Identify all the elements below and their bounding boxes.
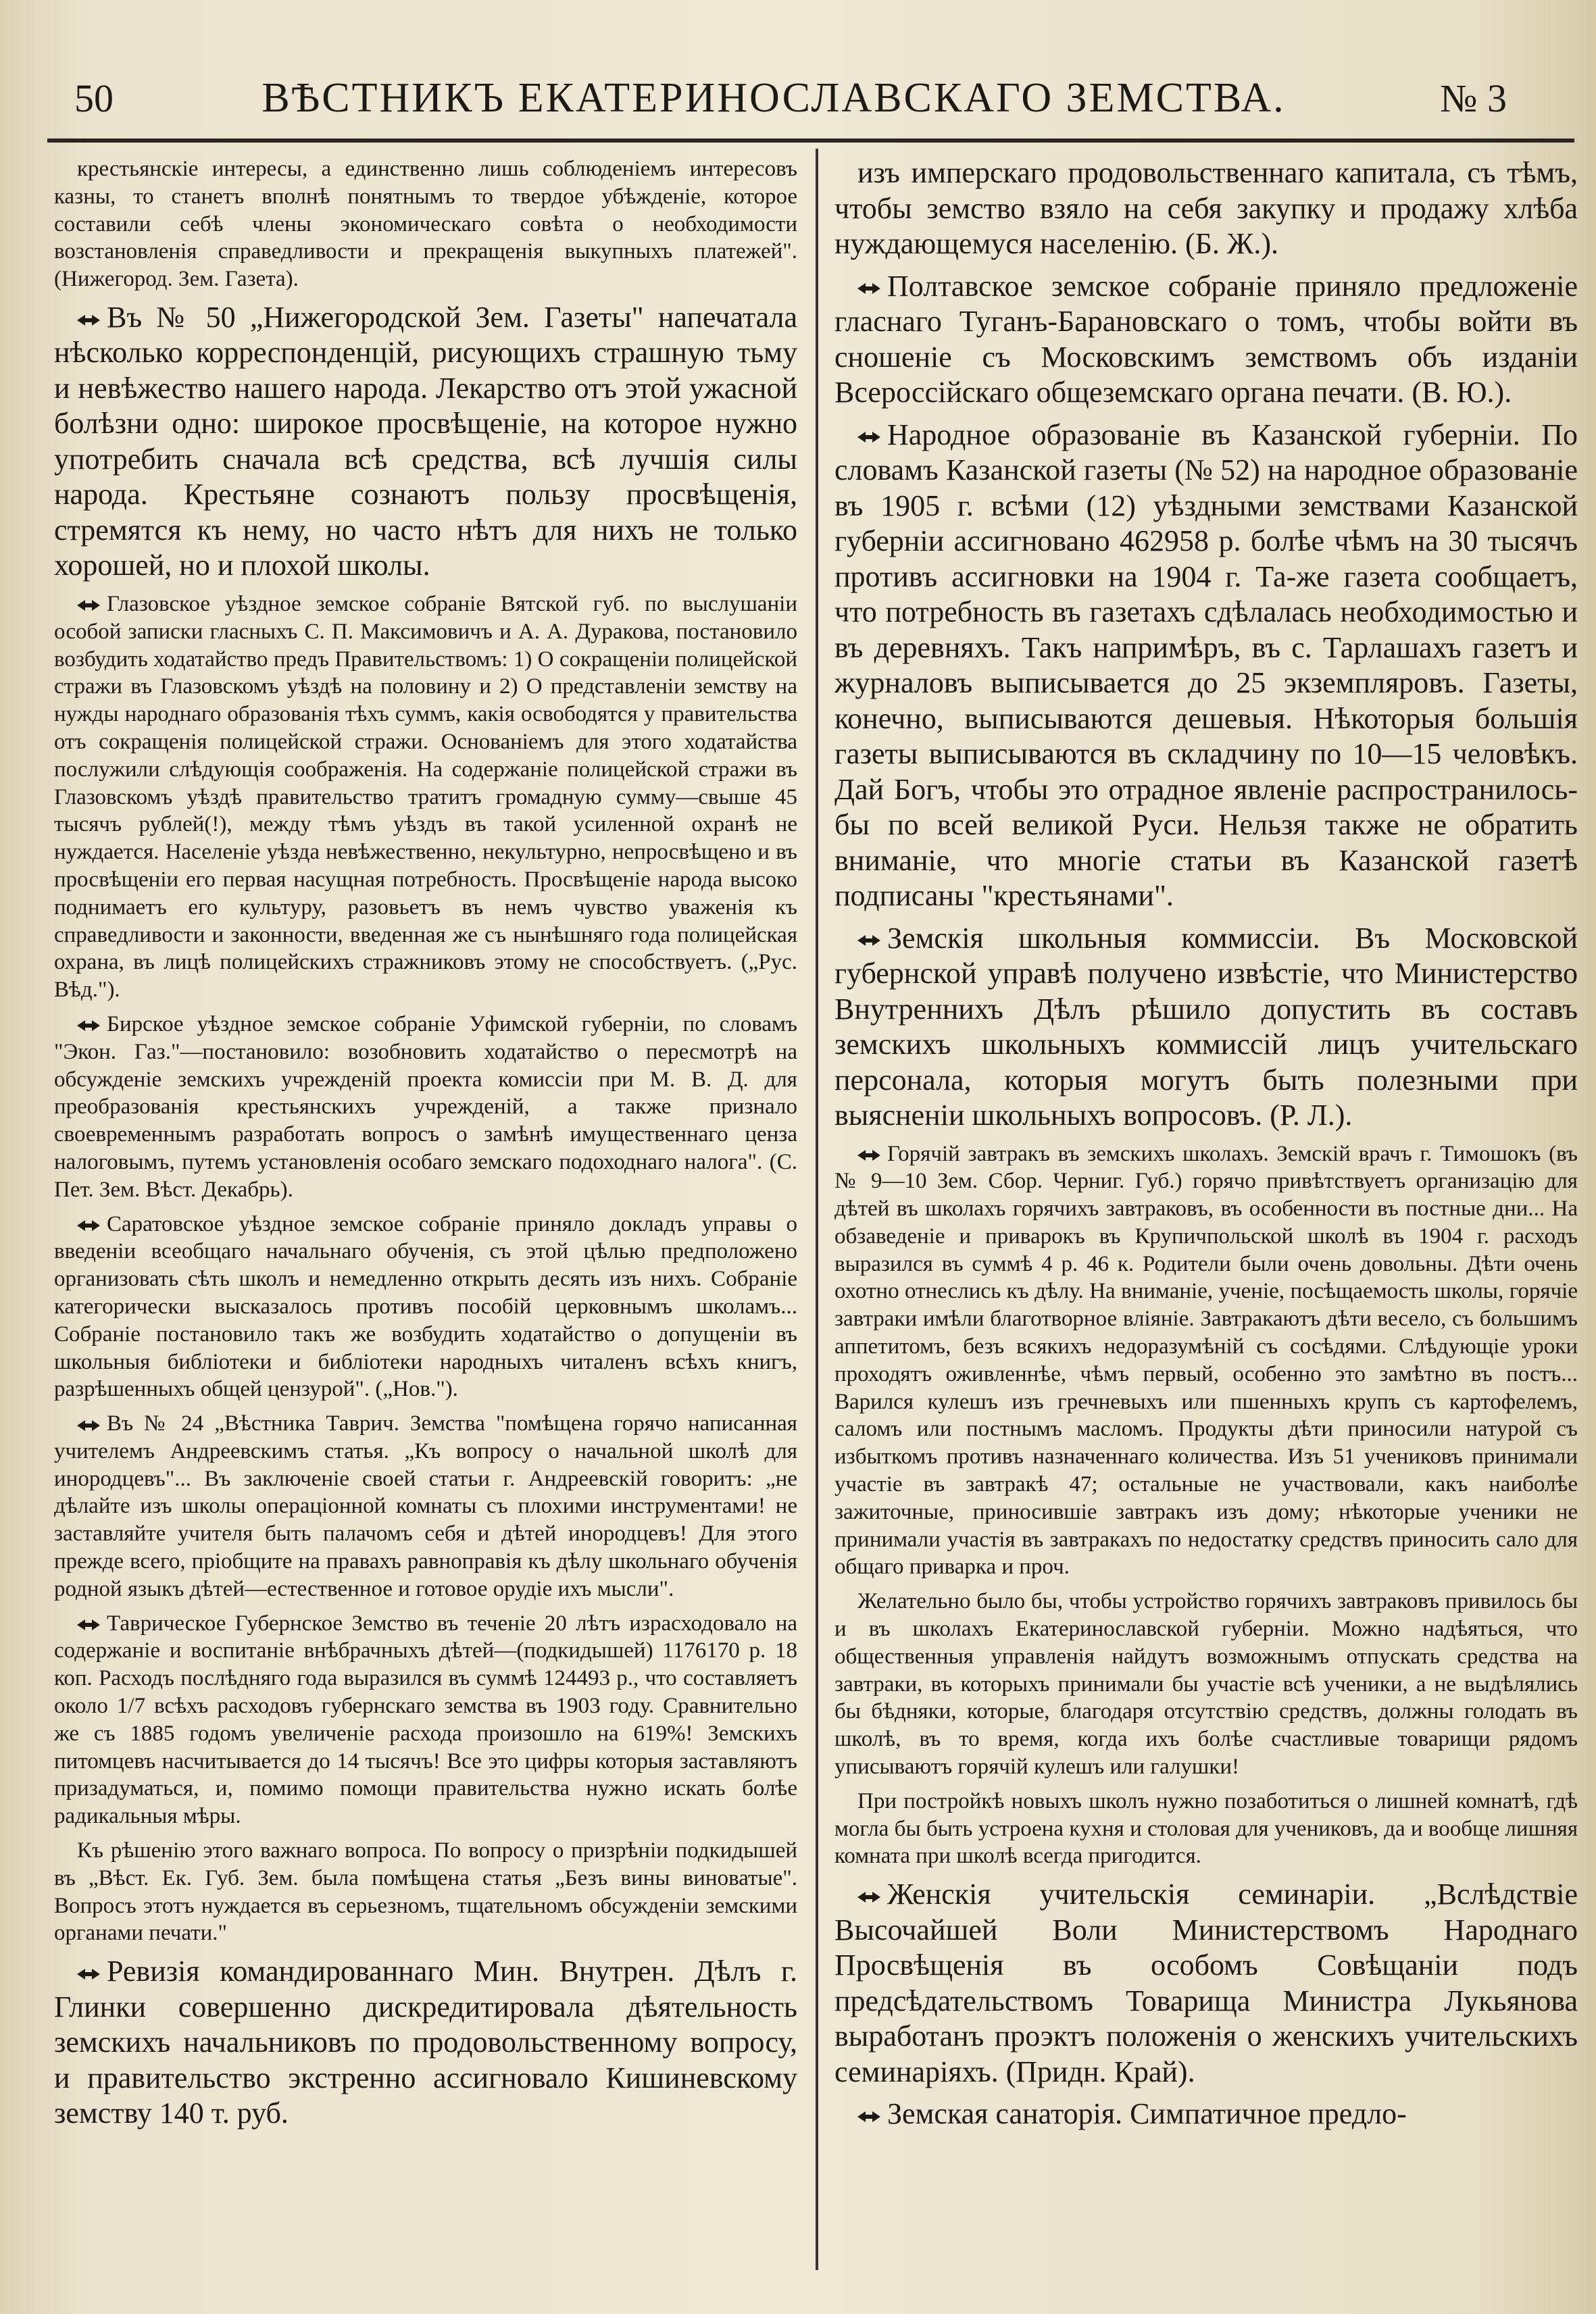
paragraph-text: Бирское уѣздное земское собраніе Уфимской губерніи, по словамъ "Экон. Газ."—постановило: возобновить ходатайство о пересмотрѣ на обсужденіе земскихъ учрежденій проекта комиссіи при М. В. Д. для преобразованія крестьянскихъ учрежденій, а также признало своевременнымъ разработать вопросъ о замѣнѣ имущественнаго ценза налоговымъ, путемъ установленія особаго земскаго подоходнаго налога". (С. Пет. Зем. Вѣст. Декабрь). <box>54 1011 797 1202</box>
section-bullet-icon <box>857 1150 880 1161</box>
paragraph-text: Къ рѣшенію этого важнаго вопроса. По вопросу о призрѣніи подкидышей въ „Вѣст. Ек. Губ. Зем. была помѣщена статья „Безъ вины виноватые". Вопросъ этотъ нуждается въ серьезномъ, тщательномъ обсужденіи земскими органами печати." <box>54 1838 797 1946</box>
article-paragraph <box>54 1954 797 2132</box>
page-number: 50 <box>74 76 114 120</box>
paragraph-text: Женскія учительскія семинаріи. „Вслѣдствіе Высочайшей Воли Министерствомъ Народнаго Просвѣщенія въ особомъ Совѣщаніи подъ предсѣдательствомъ Товарища Министра Лукьянова выработанъ проэктъ положенія о женскихъ учительскихъ семинаріяхъ. (Придн. Край). <box>834 1878 1578 2088</box>
paragraph-text: Земскія школьныя коммиссіи. Въ Московской губернской управѣ получено извѣстіе, что Министерство Внутреннихъ Дѣлъ рѣшило допустить въ составъ земскихъ школьныхъ коммиссій лицъ учительскаго персонала, которыя могутъ быть полезными при выясненіи школьныхъ вопросовъ. (Р. Л.). <box>834 921 1578 1132</box>
issue-number: № 3 <box>1440 76 1507 120</box>
header-rule <box>47 139 1574 143</box>
section-bullet-icon <box>77 1969 100 1980</box>
article-paragraph <box>54 1211 797 1404</box>
left-column <box>54 155 797 2284</box>
article-paragraph <box>834 155 1578 262</box>
section-bullet-icon <box>857 432 880 443</box>
article-paragraph <box>834 2096 1578 2132</box>
article-paragraph <box>834 418 1578 914</box>
article-paragraph <box>54 300 797 584</box>
article-paragraph <box>54 1837 797 1947</box>
article-paragraph <box>54 590 797 1004</box>
article-paragraph <box>54 1410 797 1603</box>
article-paragraph <box>834 1588 1578 1781</box>
section-bullet-icon <box>857 2111 880 2122</box>
article-paragraph <box>834 269 1578 411</box>
paragraph-text: При постройкѣ новыхъ школъ нужно позаботиться о лишней комнатѣ, гдѣ могла бы быть устроена кухня и столовая для учениковъ, да и вообще лишняя комната при школѣ всегда пригодится. <box>834 1788 1578 1869</box>
paragraph-text: Въ № 50 „Нижегородской Зем. Газеты" напечатала нѣсколько корреспонденцій, рисующихъ страшную тьму и невѣжество нашего народа. Лекарство отъ этой ужасной болѣзни одно: широкое просвѣщеніе, на которое нужно употребить сначала всѣ средства, всѣ лучшія силы народа. Крестьяне сознаютъ пользу просвѣщенія, стремятся къ нему, но часто нѣтъ для нихъ не только хорошей, но и плохой школы. <box>54 300 797 582</box>
right-column <box>834 155 1578 2284</box>
paragraph-text: Саратовское уѣздное земское собраніе приняло докладъ управы о введеніи всеобщаго начальнаго обученія, съ этой цѣлью предположено организовать сѣть школъ и немедленно открыть десять изъ нихъ. Собраніе категорически высказалось противъ пособій церковнымъ школамъ... Собраніе постановило такъ же возбудить ходатайство о допущеніи въ школьныя библіотеки и библіотеки народныхъ читаленъ всѣхъ книгъ, разрѣшенныхъ общей цензурой". („Нов."). <box>54 1211 797 1402</box>
paragraph-text: Народное образованіе въ Казанской губерніи. По словамъ Казанской газеты (№ 52) на народное образованіе въ 1905 г. всѣми (12) уѣздными земствами Казанской губерніи ассигновано 462958 р. болѣе чѣмъ на 30 тысячъ противъ ассигновки на 1904 г. Та-же газета сообщаетъ, что потребность въ газетахъ сдѣлалась необходимостью и въ деревняхъ. Такъ напримѣръ, въ с. Тарлашахъ газетъ и журналовъ выписывается до 25 экземпляровъ. Газеты, конечно, выписываются дешевыя. Нѣкоторыя большія газеты выписываются въ складчину по 10—15 человѣкъ. Дай Богъ, чтобы это отрадное явленіе распространилось-бы по всей великой Руси. Нельзя также не обратить вниманіе, что многіе статьи въ Казанской газетѣ подписаны "крестьянами". <box>834 418 1578 912</box>
section-bullet-icon <box>77 1420 100 1431</box>
paragraph-text: Таврическое Губернское Земство въ теченіе 20 лѣтъ израсходовало на содержаніе и воспитаніе внѣбрачныхъ дѣтей—(подкидышей) 1176170 р. 18 коп. Расходъ послѣдняго года выразился въ суммѣ 124493 р., что составляетъ около 1/7 всѣхъ расходовъ губернскаго земства въ 1903 году. Сравнительно же съ 1885 годомъ увеличеніе расхода произошло на 619%! Земскихъ питомцевъ насчитывается до 14 тысячъ! Все это цифры которыя заставляютъ призадуматься, и, помимо помощи правительства нужно искать болѣе радикальныя мѣры. <box>54 1611 797 1829</box>
article-paragraph <box>834 921 1578 1134</box>
section-bullet-icon <box>77 1020 100 1031</box>
paragraph-text: Въ № 24 „Вѣстника Таврич. Земства "помѣщена горячо написанная учителемъ Андреевскимъ статья. „Къ вопросу о начальной школѣ для инородцевъ"... Въ заключеніе своей статьи г. Андреевскій говоритъ: „не дѣлайте изъ школы операціонной комнаты съ плохими инструментами! не заставляйте учителя быть палачомъ себя и дѣтей инородцевъ! Для этого прежде всего, пріобщите на правахъ равноправія къ дѣлу школьнаго обученія родной языкъ дѣтей—естественное и готовое орудіе ихъ мысли". <box>54 1411 797 1601</box>
section-bullet-icon <box>77 1220 100 1231</box>
article-paragraph <box>834 1877 1578 2090</box>
section-bullet-icon <box>77 1619 100 1630</box>
article-paragraph <box>54 155 797 293</box>
article-paragraph <box>54 1610 797 1830</box>
article-paragraph <box>834 1788 1578 1870</box>
paragraph-text: изъ имперскаго продовольственнаго капитала, съ тѣмъ, чтобы земство взяло на себя закупку и продажу хлѣба нуждающемуся населенію. (Б. Ж.). <box>834 156 1578 260</box>
page-header <box>74 61 1507 135</box>
paragraph-text: Земская санаторія. Симпатичное предло- <box>887 2097 1407 2131</box>
paragraph-text: Полтавское земское собраніе приняло предложеніе гласнаго Туганъ-Барановскаго о томъ, чтобы войти въ сношеніе съ Московскимъ земствомъ объ изданіи Всероссійскаго общеземскаго органа печати. (В. Ю.). <box>834 269 1578 409</box>
section-bullet-icon <box>857 1892 880 1903</box>
paragraph-text: Желательно было бы, чтобы устройство горячихъ завтраковъ привилось бы и въ школахъ Екатеринославской губерніи. Можно надѣяться, что общественныя управленія найдутъ возможнымъ отпускать средства на завтраки, въ которыхъ принимали бы участіе всѣ ученики, а не выдѣлялись бы бѣдняки, которые, благодаря отсутствію средствъ, должны голодать въ школѣ, въ то время, когда ихъ болѣе счастливые товарищи рядомъ уписываютъ горячій кулешъ или галушки! <box>834 1589 1578 1780</box>
paragraph-text: крестьянскіе интересы, а единственно лишь соблюденіемъ интересовъ казны, то станетъ вполнѣ понятнымъ то твердое убѣжденіе, которое составили себѣ члены экономическаго совѣта о необходимости возстановленія справедливости и прекращенія выкупныхъ платежей". (Нижегород. Зем. Газета). <box>54 157 797 292</box>
paragraph-text: Глазовское уѣздное земское собраніе Вятской губ. по выслушаніи особой записки гласныхъ С. П. Максимовичъ и А. А. Дуракова, постановило возбудить ходатайство предъ Правительствомъ: 1) О сокращеніи полицейской стражи въ Глазовскомъ уѣздѣ на половину и 2) О представленіи земству на нужды народнаго образованія тѣхъ суммъ, какія освободятся у правительства отъ сокращенія полицейской стражи. Основаніемъ для этого ходатайства послужили слѣдующія соображенія. На содержаніе полицейской стражи въ Глазовскомъ уѣздѣ правительство тратитъ громадную сумму—свыше 45 тысячъ рублей(!), между тѣмъ уѣздъ въ такой усиленной охранѣ не нуждается. Населеніе уѣзда невѣжественно, некультурно, непросвѣщено и въ просвѣщеніи его первая насущная потребность. Просвѣщеніе народа высоко поднимаетъ его культуру, разовьетъ въ немъ чувство уваженія къ справедливости и законности, введенная же съ нынѣшняго года полицейская охрана, въ лицѣ полицейскихъ стражниковъ этому не способствуетъ. („Рус. Вѣд."). <box>54 591 797 1003</box>
paragraph-text: Ревизія командированнаго Мин. Внутрен. Дѣлъ г. Глинки совершенно дискредитировала дѣятельность земскихъ начальниковъ по продовольственному вопросу, и правительство экстренно ассигновало Кишиневскому земству 140 т. руб. <box>54 1955 797 2130</box>
section-bullet-icon <box>857 935 880 946</box>
column-divider <box>816 149 818 2270</box>
section-bullet-icon <box>77 600 100 611</box>
section-bullet-icon <box>77 315 100 326</box>
section-bullet-icon <box>857 283 880 294</box>
article-paragraph <box>54 1011 797 1204</box>
article-paragraph <box>834 1140 1578 1582</box>
journal-title: ВѢСТНИКЪ ЕКАТЕРИНОСЛАВСКАГО ЗЕМСТВА. <box>261 74 1286 121</box>
paragraph-text: Горячій завтракъ въ земскихъ школахъ. Земскій врачъ г. Тимошокъ (въ № 9—10 Зем. Сбор. Черниг. Губ.) горячо привѣтствуетъ организацію для дѣтей въ школахъ горячихъ завтраковъ, въ особенности въ постные дни... На обзаведеніе и приварокъ въ Крупичпольской школѣ въ 1904 г. расходъ выразился въ суммѣ 4 р. 46 к. Родители были очень довольны. Дѣти очень охотно отнеслись къ дѣлу. На вниманіе, ученіе, посѣщаемость школы, горячіе завтраки имѣли благотворное вліяніе. Завтракаютъ дѣти весело, съ большимъ аппетитомъ, безъ всякихъ недоразумѣній съ сосѣдями. Слѣдующіе уроки проходятъ оживленнѣе, чѣмъ первый, особенно это замѣтно въ постъ... Варился кулешъ изъ гречневыхъ или пшенныхъ крупъ съ картофелемъ, саломъ или постнымъ масломъ. Продукты дѣти приносили натурой съ избыткомъ противъ назначеннаго количества. Изъ 51 учениковъ принимали участіе въ завтракѣ 47; остальные не участвовали, какъ наиболѣе зажиточные, приносившіе завтракъ изъ дому; нѣкоторые ученики не принимали участія въ завтракахъ по недостатку средствъ приносить сало для общаго приварка и проч. <box>834 1141 1578 1580</box>
